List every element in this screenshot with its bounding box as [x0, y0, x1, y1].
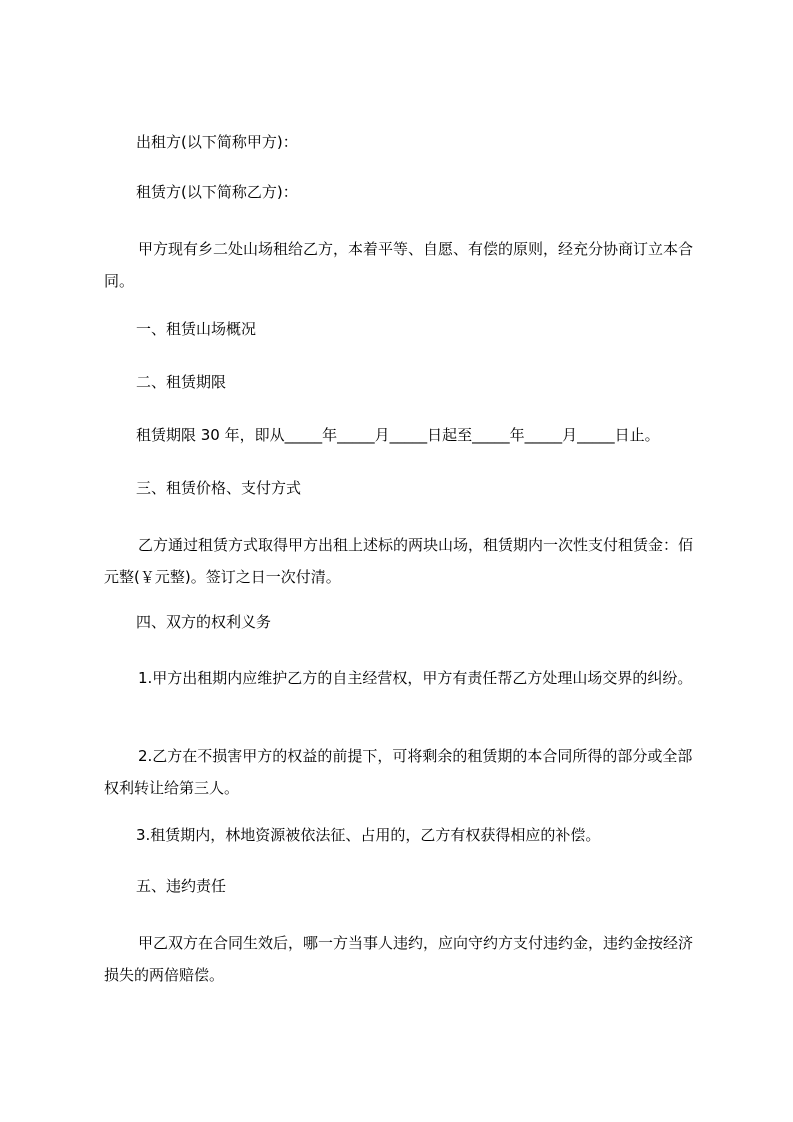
section2-heading: 二、租赁期限	[136, 373, 227, 391]
section3-heading: 三、租赁价格、支付方式	[136, 479, 302, 497]
section5-heading: 五、违约责任	[136, 877, 227, 895]
lessee-line: 租赁方(以下简称乙方)：	[136, 183, 298, 201]
section5-body: 甲乙双方在合同生效后，哪一方当事人违约，应向守约方支付违约金，违约金按经济损失的两倍赔偿。	[104, 934, 694, 984]
intro-paragraph: 甲方现有乡二处山场租给乙方，本着平等、自愿、有偿的原则，经充分协商订立本合同。	[104, 240, 694, 290]
section4-item-1: 1.甲方出租期内应维护乙方的自主经营权，甲方有责任帮乙方处理山场交界的纠纷。	[138, 669, 693, 687]
section1-heading: 一、租赁山场概况	[136, 320, 257, 338]
section4-item-2: 2.乙方在不损害甲方的权益的前提下，可将剩余的租赁期的本合同所得的部分或全部权利转让给第三人。	[104, 747, 693, 797]
section4-item-3: 3.租赁期内，林地资源被依法征、占用的，乙方有权获得相应的补偿。	[136, 826, 601, 844]
section2-body: 租赁期限 30 年，即从_____年_____月_____日起至_____年_____月_____日止。	[136, 426, 660, 444]
section4-heading: 四、双方的权利义务	[136, 613, 272, 631]
section3-body: 乙方通过租赁方式取得甲方出租上述标的两块山场，租赁期内一次性支付租赁金：佰元整(￥元整)。签订之日一次付清。	[104, 536, 694, 586]
lessor-line: 出租方(以下简称甲方)：	[136, 133, 298, 151]
